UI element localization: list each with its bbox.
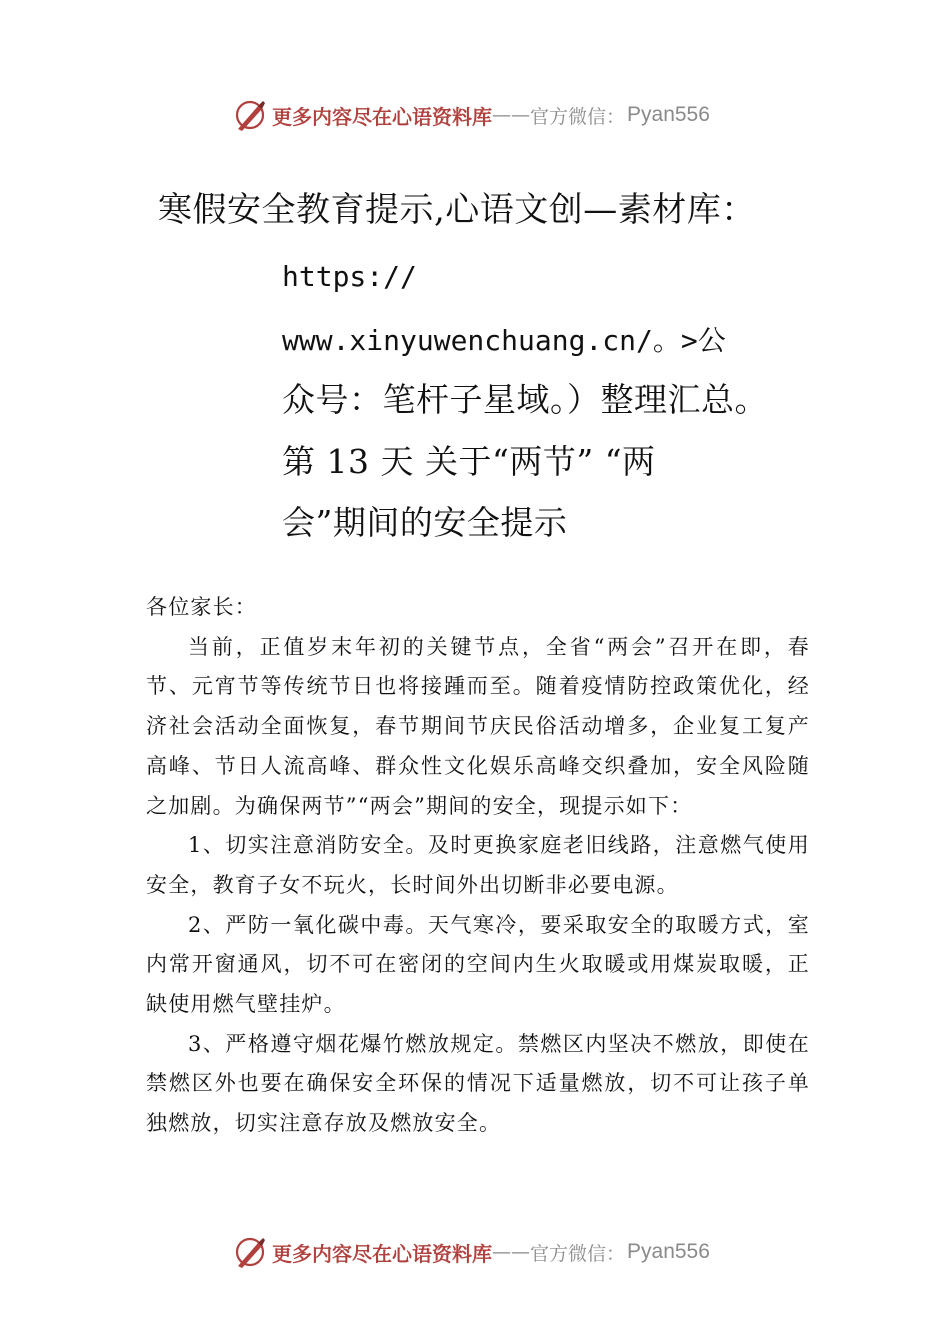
- document-body: [146, 588, 810, 1144]
- intro-paragraph: 当前，正值岁末年初的关键节点，全省“两会”召开在即，春节、元宵节等传统节日也将接踵而至。随着疫情防控政策优化，经济社会活动全面恢复，春节期间节庆民俗活动增多，企业复工复产高峰、节日人流高峰、群众性文化娱乐高峰交织叠加，安全风险随之加剧。为确保两节”“两会”期间的安全，现提示如下：: [146, 634, 810, 818]
- title-line-1: 寒假安全教育提示,心语文创—素材库：: [158, 190, 756, 230]
- title-url: www.xinyuwenchuang.cn/。>公: [282, 323, 726, 357]
- footer-wechat-id: Pyan556: [627, 1240, 710, 1263]
- pen-logo-icon: [232, 1234, 268, 1270]
- title-line-3: [282, 308, 842, 370]
- title-block: [282, 246, 842, 554]
- tip-item-3: 3、严格遵守烟花爆竹燃放规定。禁燃区内坚决不燃放，即使在禁燃区外也要在确保安全环保的情况下适量燃放，切不可让孩子单独燃放，切实注意存放及燃放安全。: [146, 1031, 810, 1136]
- title-line-2: https://: [282, 260, 417, 293]
- footer-slogan: 更多内容尽在心语资料库: [272, 1241, 492, 1266]
- title-line-5: 第 13 天 关于“两节” “两: [282, 441, 656, 481]
- salutation: 各位家长：: [146, 595, 257, 619]
- header-wechat-id: Pyan556: [627, 103, 710, 126]
- header-dash: ——: [492, 104, 530, 126]
- header-slogan: 更多内容尽在心语资料库: [272, 104, 492, 129]
- title-line-6: 会”期间的安全提示: [282, 503, 568, 542]
- footer-dash: ——: [492, 1241, 530, 1263]
- tip-item-2: 2、严防一氧化碳中毒。天气寒冷，要采取安全的取暖方式，室内常开窗通风，切不可在密闭的空间内生火取暖或用煤炭取暖，正缺使用燃气壁挂炉。: [146, 912, 810, 1017]
- header-banner: [232, 95, 710, 135]
- footer-banner: [232, 1232, 710, 1272]
- title-line-4: 众号：笔杆子星域。）整理汇总。: [282, 380, 768, 419]
- header-wechat-label: 官方微信：: [530, 105, 626, 128]
- tip-item-1: 1、切实注意消防安全。及时更换家庭老旧线路，注意燃气使用安全，教育子女不玩火，长时间外出切断非必要电源。: [146, 833, 810, 897]
- footer-wechat-label: 官方微信：: [530, 1242, 626, 1265]
- pen-logo-icon: [232, 97, 268, 133]
